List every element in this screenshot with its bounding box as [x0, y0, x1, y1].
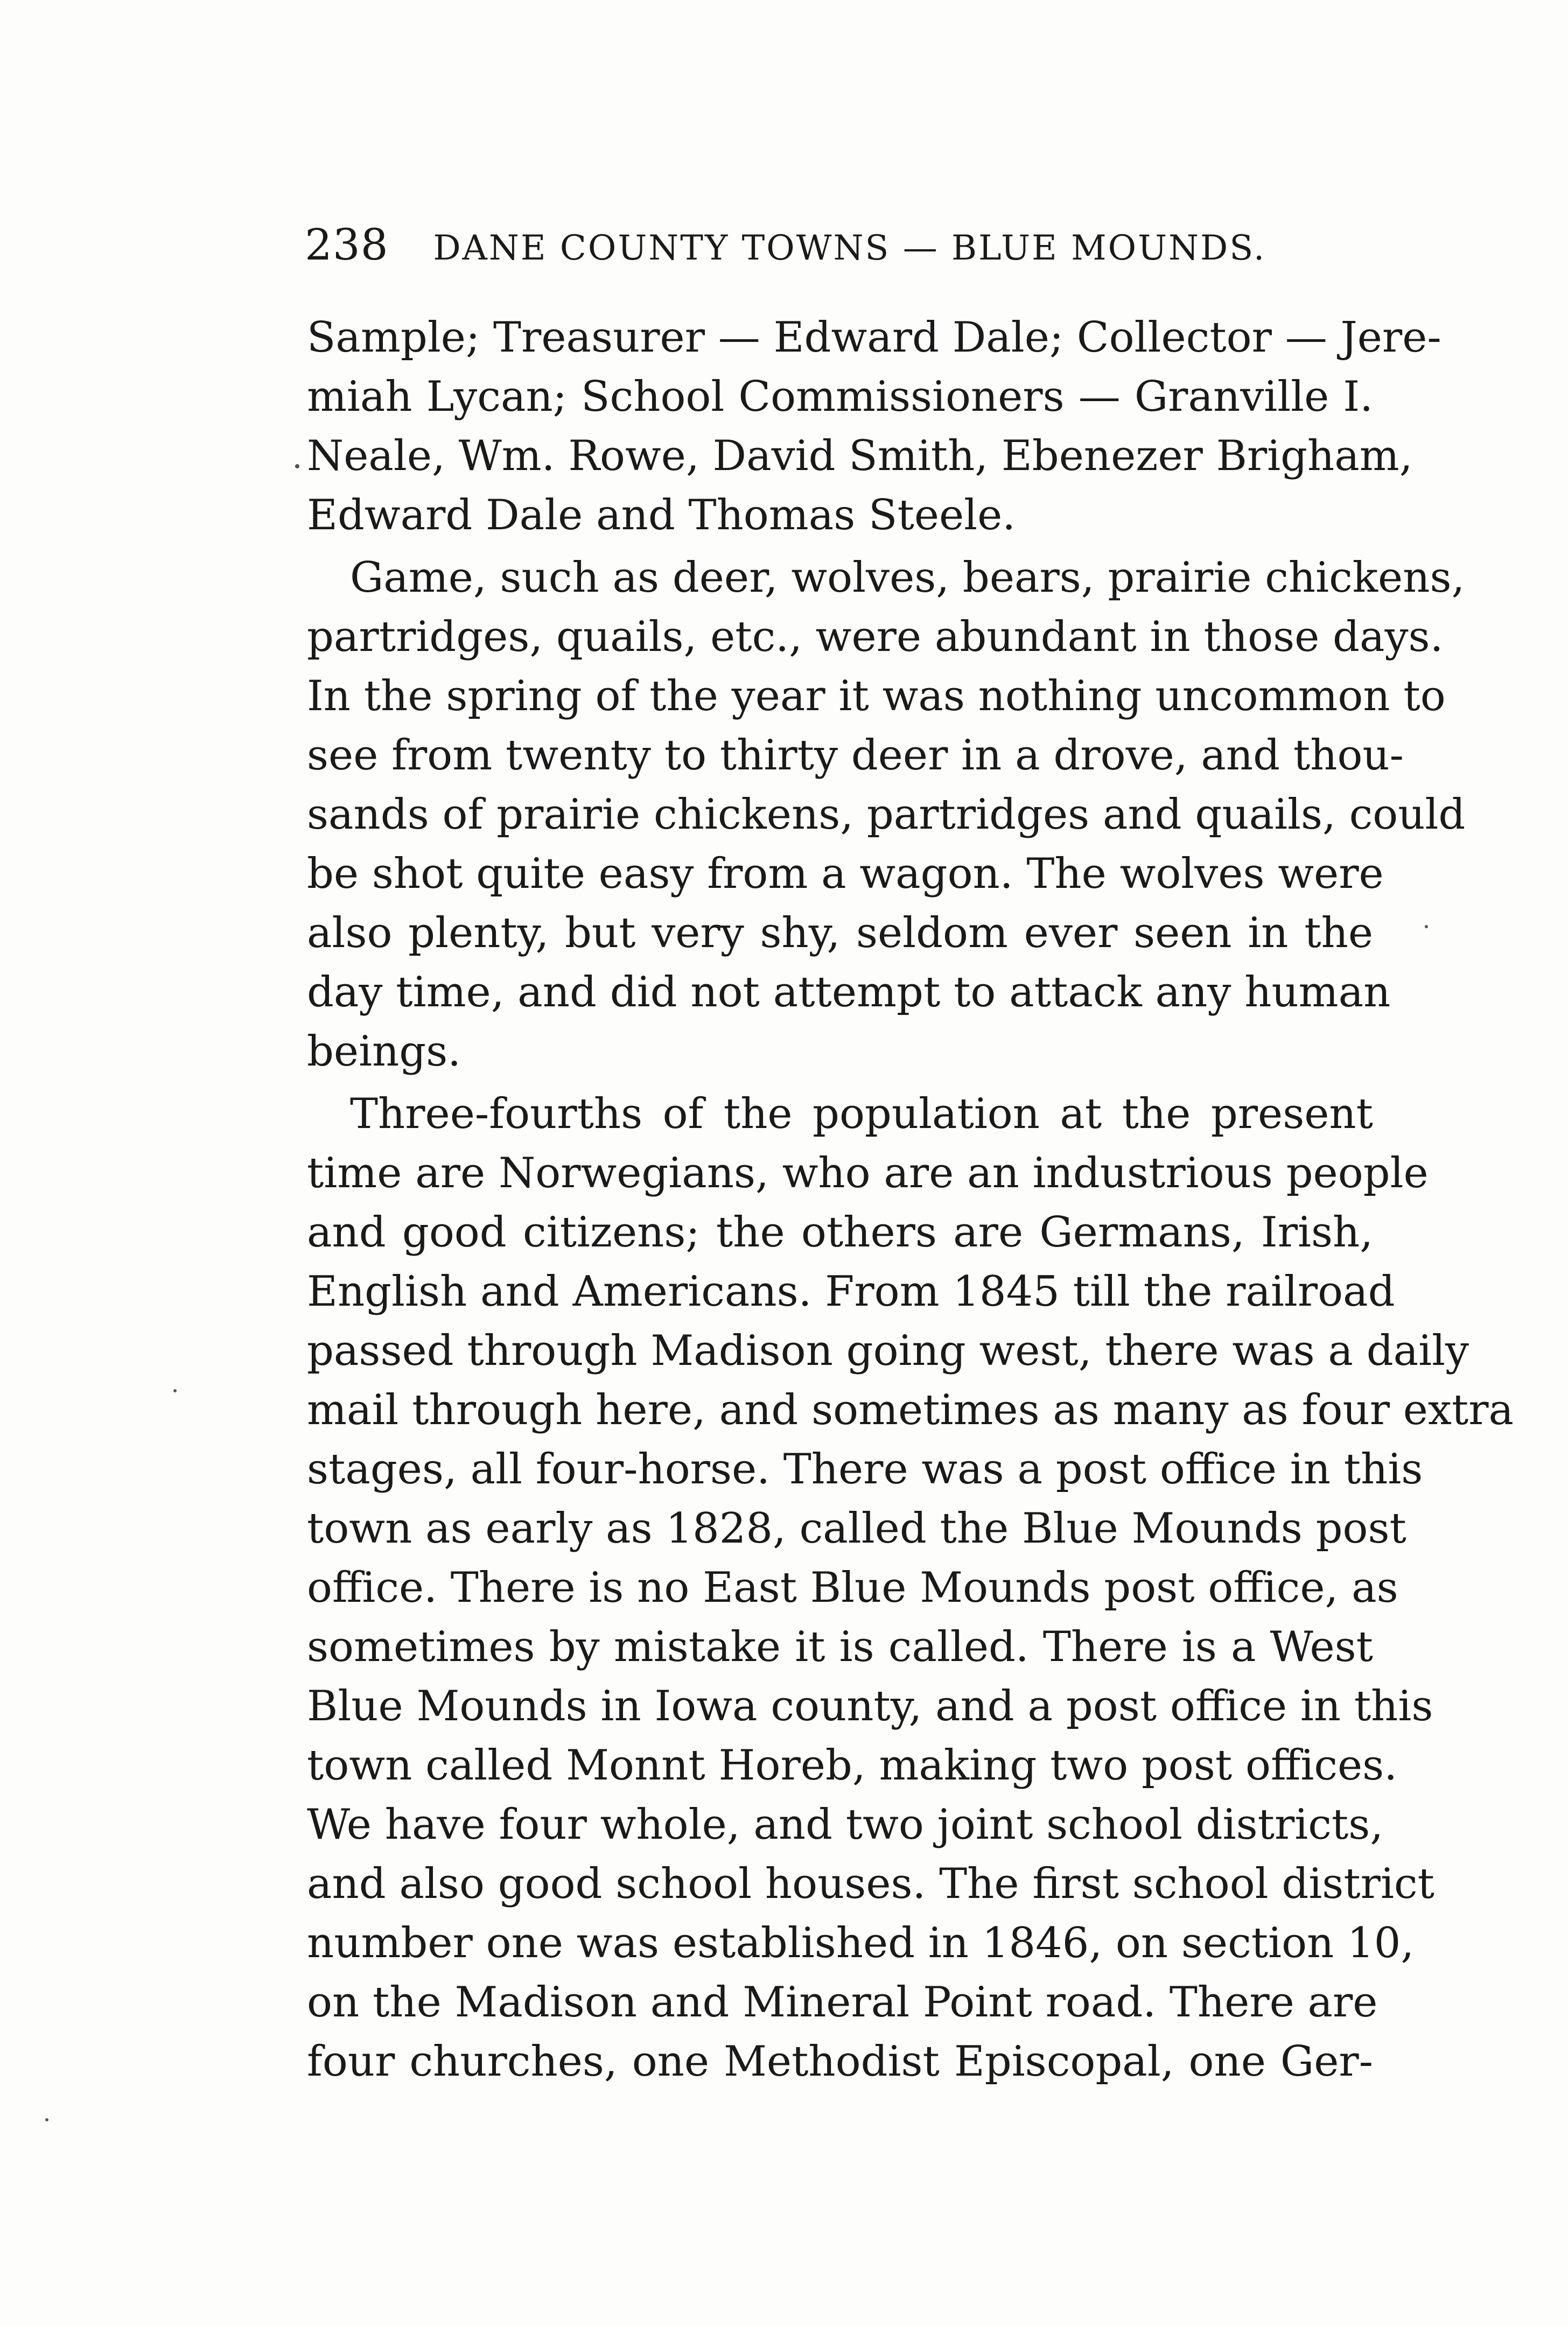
text-line: We have four whole, and two joint school districts,: [307, 1800, 1384, 1849]
text-line: and good citizens; the others are Germans, Irish,: [307, 1208, 1373, 1257]
text-line: also plenty, but very shy, seldom ever seen in the: [307, 909, 1373, 957]
text-line: mail through here, and sometimes as many as four extra: [307, 1386, 1514, 1434]
scan-speck: [45, 2118, 48, 2121]
text-line: In the spring of the year it was nothing uncommon to: [307, 672, 1446, 720]
text-line: Edward Dale and Thomas Steele.: [307, 491, 1016, 540]
text-line: Blue Mounds in Iowa county, and a post office in this: [307, 1682, 1433, 1731]
text-line: day time, and did not attempt to attack any human: [307, 968, 1391, 1017]
text-line: number one was established in 1846, on section 10,: [307, 1919, 1415, 1967]
text-line: town called Monnt Horeb, making two post offices.: [307, 1741, 1397, 1790]
text-line: Game, such as deer, wolves, bears, prairie chickens,: [350, 554, 1465, 602]
text-line: four churches, one Methodist Episcopal, one Ger-: [307, 2037, 1373, 2086]
text-line: sometimes by mistake it is called. There is a West: [307, 1623, 1373, 1671]
scan-speck: [295, 464, 299, 468]
scan-speck: [173, 1389, 177, 1392]
text-line: stages, all four-horse. There was a post office in this: [307, 1445, 1423, 1494]
text-line: see from twenty to thirty deer in a drove, and thou-: [307, 731, 1404, 780]
text-line: Sample; Treasurer — Edward Dale; Collector — Jere-: [307, 313, 1441, 362]
text-line: miah Lycan; School Commissioners — Granville I.: [307, 373, 1373, 421]
text-line: Three-fourths of the population at the present: [350, 1090, 1373, 1138]
text-line: on the Madison and Mineral Point road. There are: [307, 1978, 1378, 2027]
text-line: partridges, quails, etc., were abundant in those days.: [307, 613, 1444, 661]
body-text: [307, 308, 1514, 2091]
text-line: passed through Madison going west, there was a daily: [307, 1327, 1469, 1375]
text-line: Neale, Wm. Rowe, David Smith, Ebenezer Brigham,: [307, 432, 1413, 480]
scan-speck: [1425, 925, 1428, 928]
text-line: town as early as 1828, called the Blue Mounds post: [307, 1504, 1406, 1553]
text-line: English and Americans. From 1845 till the railroad: [307, 1267, 1395, 1316]
text-line: time are Norwegians, who are an industrious people: [307, 1149, 1429, 1197]
text-line: be shot quite easy from a wagon. The wolves were: [307, 850, 1384, 898]
text-line: and also good school houses. The first school district: [307, 1860, 1434, 1908]
text-line: beings.: [307, 1027, 461, 1076]
running-head: [305, 215, 1382, 275]
page-number: 238: [305, 220, 389, 270]
text-line: sands of prairie chickens, partridges and quails, could: [307, 790, 1466, 839]
text-line: office. There is no East Blue Mounds post office, as: [307, 1564, 1398, 1612]
running-title: DANE COUNTY TOWNS — BLUE MOUNDS.: [433, 228, 1266, 268]
